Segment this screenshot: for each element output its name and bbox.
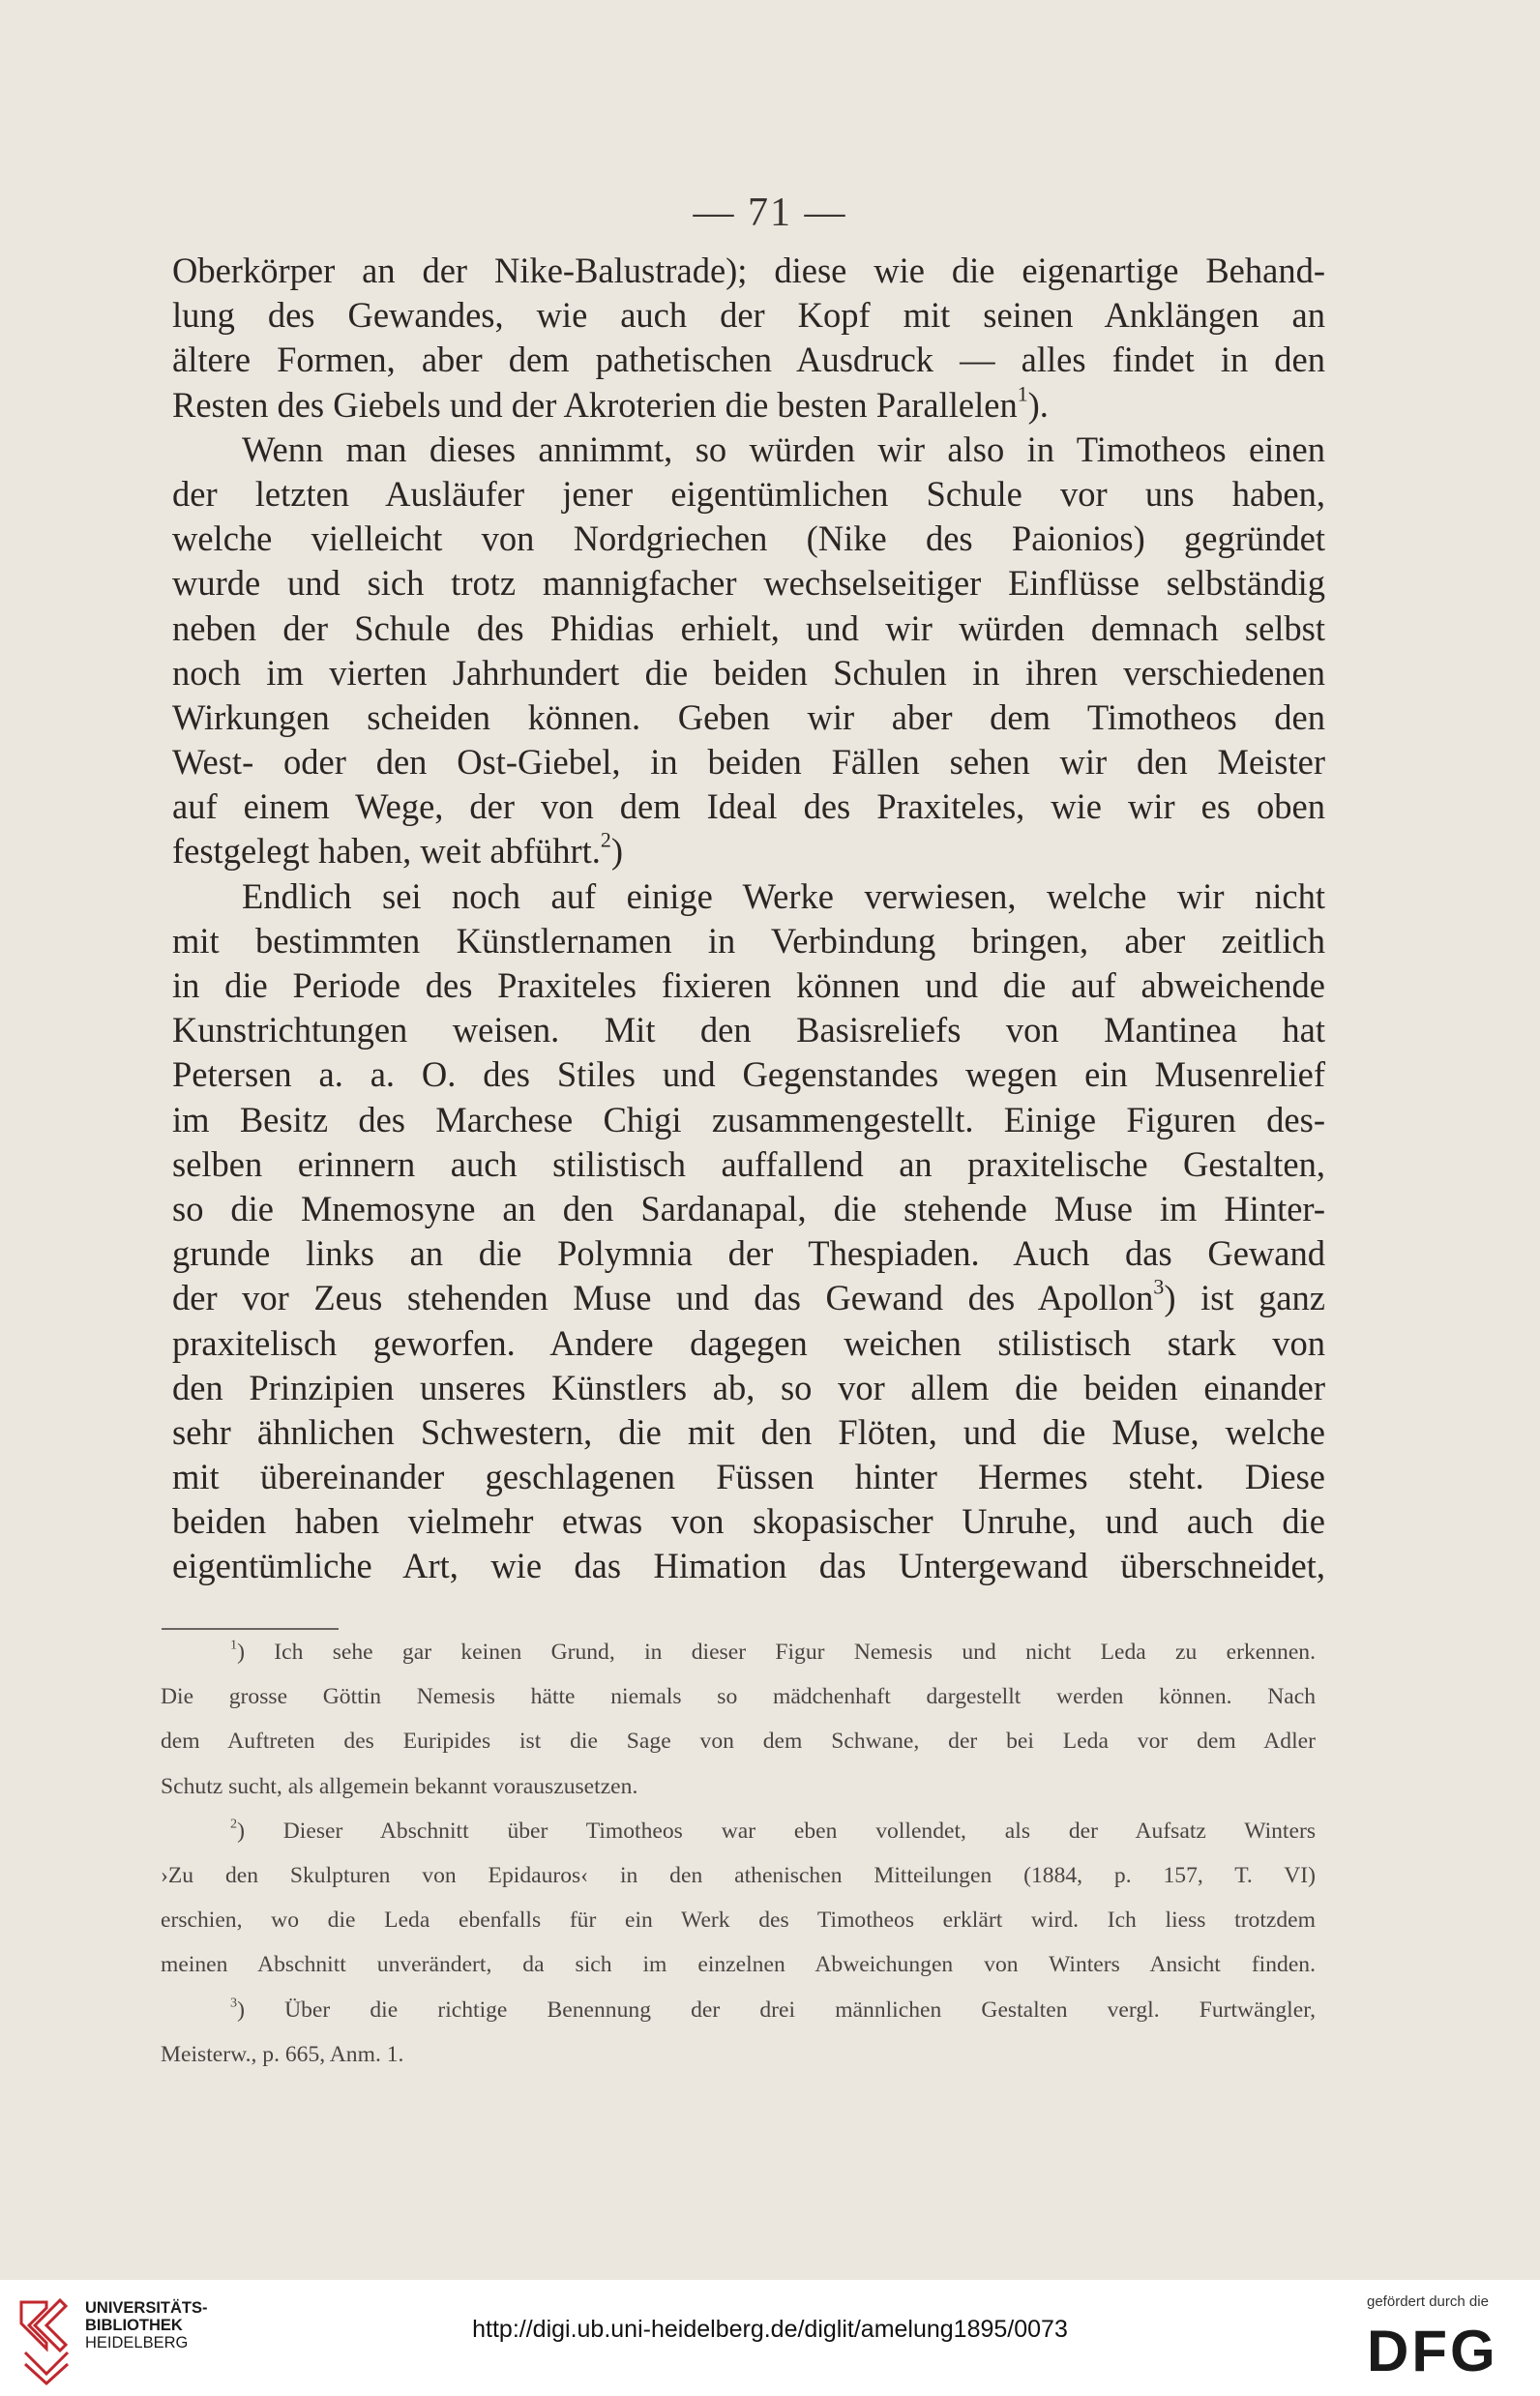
body-line: [172, 829, 1325, 873]
body-line: [172, 1410, 1325, 1455]
page-number: — 71 —: [693, 191, 847, 235]
footnote-line: [161, 1860, 1316, 1905]
footnote-line: [161, 1816, 1316, 1860]
footnote-text: ›Zu den Skulpturen von Epidauros‹ in den athenischen Mitteilungen (1884, p. 157, T. VI): [161, 1862, 1316, 1888]
body-text: eigentümliche Art, wie das Himation das Untergewand überschneidet,: [172, 1546, 1325, 1586]
footnote-line: [161, 1905, 1316, 1949]
library-name-line3: HEIDELBERG: [85, 2334, 189, 2352]
body-text: noch im vierten Jahrhundert die beiden Schulen in ihren verschiedenen: [172, 652, 1325, 693]
body-line: [172, 338, 1325, 382]
footnote-line: [161, 1949, 1316, 1994]
body-text: Endlich sei noch auf einige Werke verwiesen, welche wir nicht: [242, 875, 1325, 916]
body-line: [172, 874, 1325, 919]
footnote-reference: 2: [600, 828, 611, 853]
permalink-url[interactable]: http://digi.ub.uni-heidelberg.de/diglit/amelung1895/0073: [472, 2316, 1068, 2343]
body-text: selben erinnern auch stilistisch auffallend an praxitelische Gestalten,: [172, 1143, 1325, 1184]
footnote-marker: 2: [230, 1816, 238, 1832]
body-line: [172, 919, 1325, 963]
body-text-tail: ): [610, 831, 624, 872]
footnote-separator: [162, 1628, 339, 1630]
footnote-line: [161, 1726, 1316, 1770]
body-line: [172, 472, 1325, 517]
body-text: den Prinzipien unseres Künstlers ab, so vor allem die beiden einander: [172, 1367, 1325, 1407]
footnote-text: dem Auftreten des Euripides ist die Sage von dem Schwane, der bei Leda vor dem Adler: [161, 1729, 1316, 1755]
body-text: mit bestimmten Künstlernamen in Verbindung bringen, aber zeitlich: [172, 920, 1325, 961]
body-line: [172, 1187, 1325, 1231]
body-text: festgelegt haben, weit abführt.: [172, 831, 601, 872]
body-text: praxitelisch geworfen. Andere dagegen weichen stilistisch stark von: [172, 1322, 1325, 1363]
footnote-line: [161, 1995, 1316, 2039]
body-line: [172, 428, 1325, 472]
body-text: Resten des Giebels und der Akroterien die besten Parallelen: [172, 384, 1018, 425]
body-text: mit übereinander geschlagenen Füssen hinter Hermes steht. Diese: [172, 1457, 1325, 1497]
body-text-tail: ).: [1027, 384, 1049, 425]
body-text-tail: ) ist ganz: [1164, 1278, 1325, 1318]
footnote-text: Die grosse Göttin Nemesis hätte niemals so mädchenhaft dargestellt werden können. Nach: [161, 1684, 1316, 1710]
body-line: [172, 561, 1325, 606]
body-text: so die Mnemosyne an den Sardanapal, die stehende Muse im Hinter-: [172, 1188, 1325, 1228]
body-line: [172, 249, 1325, 293]
body-line: [172, 1008, 1325, 1052]
footnote-line: [161, 1637, 1316, 1681]
body-line: [172, 963, 1325, 1008]
body-line: [172, 1544, 1325, 1588]
body-line: [172, 1499, 1325, 1544]
footnote-reference: 3: [1153, 1274, 1165, 1299]
body-line: [172, 740, 1325, 784]
body-text: Oberkörper an der Nike-Balustrade); diese wie die eigenartige Behand-: [172, 251, 1325, 290]
dfg-logo: DFG: [1367, 2319, 1498, 2383]
footnote-text: erschien, wo die Leda ebenfalls für ein Werk des Timotheos erklärt wird. Ich liess trotzdem: [161, 1908, 1316, 1934]
footnote-line: [161, 1771, 1316, 1816]
footnote-text: ) Über die richtige Benennung der drei männlichen Gestalten vergl. Furtwängler,: [237, 1997, 1316, 2023]
body-line: [172, 1052, 1325, 1097]
footnote-text: meinen Abschnitt unverändert, da sich im einzelnen Abweichungen von Winters Ansicht finden.: [161, 1952, 1316, 1978]
body-text: neben der Schule des Phidias erhielt, und wir würden demnach selbst: [172, 607, 1325, 648]
footnote-text: Meisterw., p. 665, Anm. 1.: [161, 2041, 404, 2067]
body-line: [172, 517, 1325, 561]
body-line: [172, 383, 1325, 428]
body-text: [172, 249, 1325, 1589]
funding-note: gefördert durch die: [1367, 2293, 1489, 2310]
body-text: der vor Zeus stehenden Muse und das Gewand des Apollon: [172, 1278, 1154, 1318]
body-text: im Besitz des Marchese Chigi zusammengestellt. Einige Figuren des-: [172, 1099, 1325, 1139]
body-text: Wirkungen scheiden können. Geben wir aber dem Timotheos den: [172, 696, 1325, 737]
footnote-line: [161, 2039, 1316, 2084]
library-name-line2: BIBLIOTHEK: [85, 2317, 183, 2334]
body-line: [172, 1455, 1325, 1499]
body-line: [172, 606, 1325, 651]
body-text: Kunstrichtungen weisen. Mit den Basisreliefs von Mantinea hat: [172, 1010, 1325, 1050]
body-text: auf einem Wege, der von dem Ideal des Praxiteles, wie wir es oben: [172, 786, 1325, 827]
body-line: [172, 1366, 1325, 1410]
body-text: wurde und sich trotz mannigfacher wechselseitiger Einflüsse selbständig: [172, 563, 1325, 604]
digitization-footer: [0, 2280, 1540, 2396]
body-text: beiden haben vielmehr etwas von skopasischer Unruhe, und auch die: [172, 1501, 1325, 1542]
body-line: [172, 784, 1325, 829]
body-text: West- oder den Ost-Giebel, in beiden Fällen sehen wir den Meister: [172, 742, 1325, 783]
body-text: Petersen a. a. O. des Stiles und Gegenstandes wegen ein Musenrelief: [172, 1054, 1325, 1095]
body-line: [172, 1321, 1325, 1366]
body-text: grunde links an die Polymnia der Thespiaden. Auch das Gewand: [172, 1233, 1325, 1274]
body-line: [172, 1276, 1325, 1320]
body-text: welche vielleicht von Nordgriechen (Nike des Paionios) gegründet: [172, 518, 1325, 559]
body-text: Wenn man dieses annimmt, so würden wir also in Timotheos einen: [242, 429, 1325, 469]
footnotes: [161, 1637, 1316, 2084]
footnote-text: ) Ich sehe gar keinen Grund, in dieser Figur Nemesis und nicht Leda zu erkennen.: [237, 1640, 1316, 1665]
body-line: [172, 293, 1325, 338]
body-line: [172, 651, 1325, 695]
body-line: [172, 1098, 1325, 1142]
footnote-text: ) Dieser Abschnitt über Timotheos war eben vollendet, als der Aufsatz Winters: [237, 1818, 1316, 1844]
body-line: [172, 1142, 1325, 1187]
body-text: ältere Formen, aber dem pathetischen Ausdruck — alles findet in den: [172, 340, 1325, 380]
body-text: der letzten Ausläufer jener eigentümlichen Schule vor uns haben,: [172, 473, 1325, 514]
footnote-line: [161, 1681, 1316, 1726]
body-line: [172, 1231, 1325, 1276]
body-text: sehr ähnlichen Schwestern, die mit den Flöten, und die Muse, welche: [172, 1411, 1325, 1452]
footnote-marker: 3: [230, 1994, 238, 2010]
footnote-marker: 1: [230, 1637, 238, 1653]
body-line: [172, 695, 1325, 740]
footnote-reference: 1: [1017, 381, 1028, 406]
body-text: in die Periode des Praxiteles fixieren können und die auf abweichende: [172, 965, 1325, 1005]
body-text: lung des Gewandes, wie auch der Kopf mit seinen Anklängen an: [172, 295, 1325, 336]
library-name-line1: UNIVERSITÄTS-: [85, 2299, 208, 2317]
footnote-text: Schutz sucht, als allgemein bekannt vorauszusetzen.: [161, 1773, 638, 1799]
